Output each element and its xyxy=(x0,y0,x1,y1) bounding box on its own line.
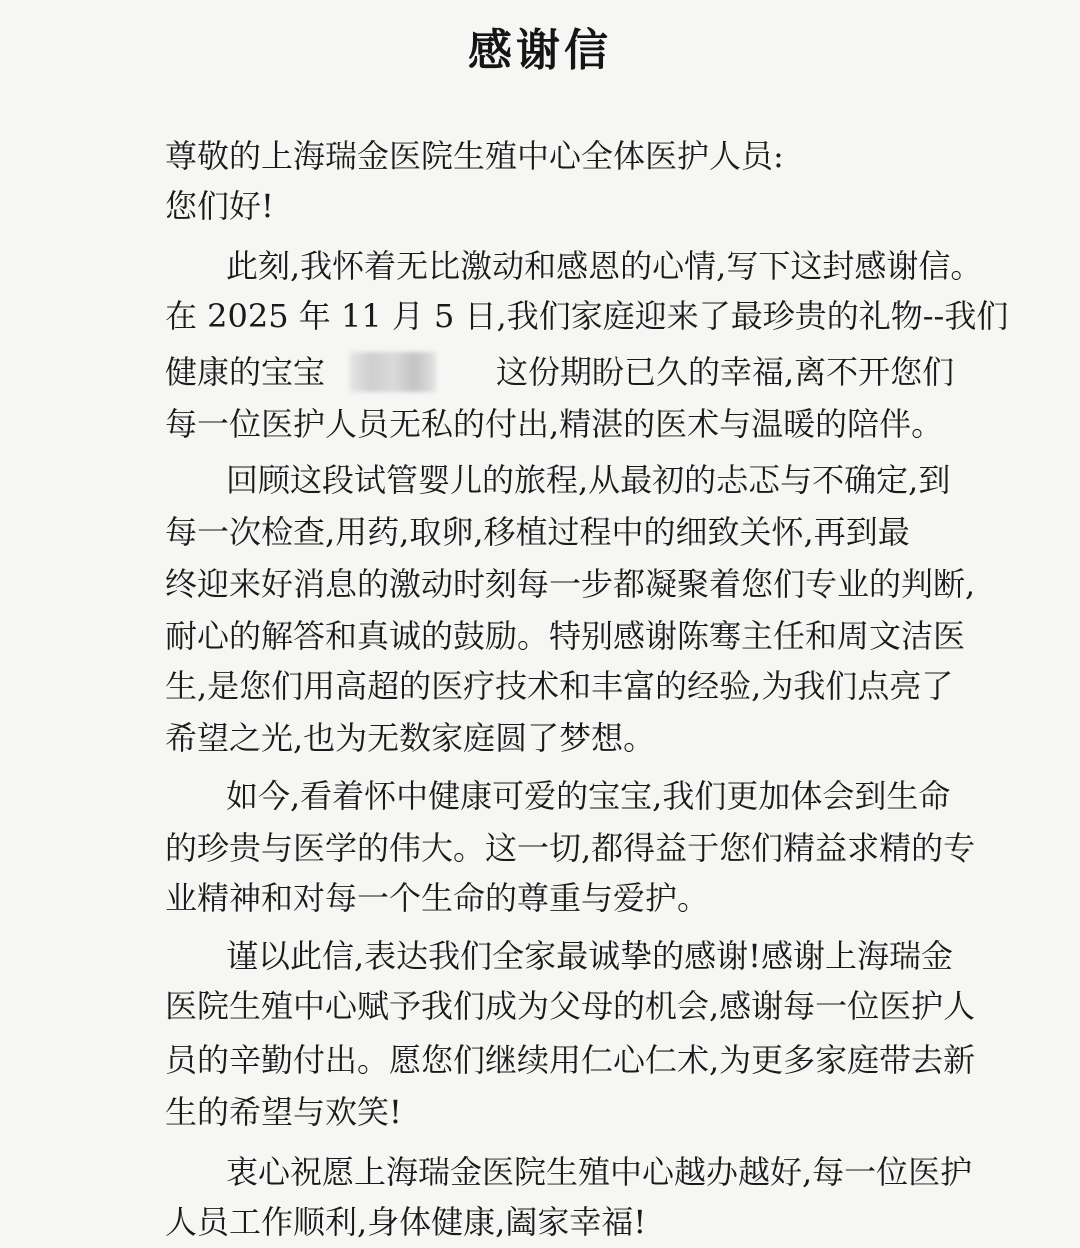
paragraph-5-line-1: 衷心祝愿上海瑞金医院生殖中心越办越好,每一位医护 xyxy=(226,1153,973,1191)
paragraph-4-line-2: 医院生殖中心赋予我们成为父母的机会,感谢每一位医护人 xyxy=(165,987,976,1025)
redacted-name xyxy=(350,352,436,392)
letter-title: 感谢信 xyxy=(468,25,612,76)
paragraph-1-line-2: 在 2025 年 11 月 5 日,我们家庭迎来了最珍贵的礼物--我们 xyxy=(165,297,1009,335)
paragraph-1-line-3b: 这份期盼已久的幸福,离不开您们 xyxy=(496,353,955,391)
paragraph-2-line-4: 耐心的解答和真诚的鼓励。特别感谢陈骞主任和周文洁医 xyxy=(165,617,966,655)
paragraph-1-line-1: 此刻,我怀着无比激动和感恩的心情,写下这封感谢信。 xyxy=(226,247,983,285)
paragraph-3-line-1: 如今,看着怀中健康可爱的宝宝,我们更加体会到生命 xyxy=(226,777,951,815)
paragraph-2-line-1: 回顾这段试管婴儿的旅程,从最初的忐忑与不确定,到 xyxy=(226,461,951,499)
paragraph-3-line-2: 的珍贵与医学的伟大。这一切,都得益于您们精益求精的专 xyxy=(165,829,976,867)
paragraph-2-line-5: 生,是您们用高超的医疗技术和丰富的经验,为我们点亮了 xyxy=(165,667,954,705)
paragraph-1-line-4: 每一位医护人员无私的付出,精湛的医术与温暖的陪伴。 xyxy=(165,405,944,443)
paragraph-2-line-6: 希望之光,也为无数家庭圆了梦想。 xyxy=(165,719,656,757)
paragraph-4-line-1: 谨以此信,表达我们全家最诚挚的感谢!感谢上海瑞金 xyxy=(226,937,954,975)
greeting: 您们好! xyxy=(165,187,274,225)
salutation: 尊敬的上海瑞金医院生殖中心全体医护人员: xyxy=(165,137,784,175)
paragraph-4-line-4: 生的希望与欢笑! xyxy=(165,1093,402,1131)
paragraph-3-line-3: 业精神和对每一个生命的尊重与爱护。 xyxy=(165,879,710,917)
paragraph-5-line-2: 人员工作顺利,身体健康,阖家幸福! xyxy=(165,1203,647,1241)
paragraph-4-line-3: 员的辛勤付出。愿您们继续用仁心仁术,为更多家庭带去新 xyxy=(165,1041,976,1079)
paragraph-2-line-3: 终迎来好消息的激动时刻每一步都凝聚着您们专业的判断, xyxy=(165,565,976,603)
paragraph-2-line-2: 每一次检查,用药,取卵,移植过程中的细致关怀,再到最 xyxy=(165,513,910,551)
paragraph-1-line-3a: 健康的宝宝 xyxy=(165,353,326,391)
